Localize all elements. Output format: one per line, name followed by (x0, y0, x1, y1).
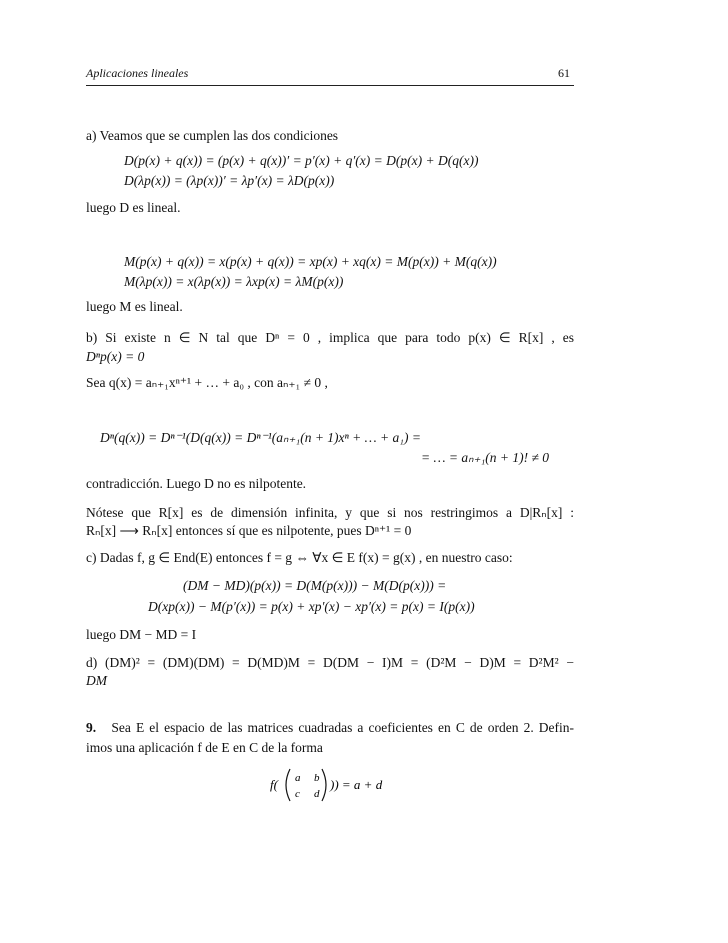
equation-d-homogeneous: D(λp(x)) = (λp(x))′ = λp′(x) = λD(p(x)) (124, 173, 335, 188)
page-number: 61 (558, 66, 570, 80)
equation-d-additive: D(p(x) + q(x)) = (p(x) + q(x))′ = p′(x) + q′(x) = D(p(x) + D(q(x)) (124, 153, 479, 168)
sea-line: Sea q(x) = aₙ₊₁xⁿ⁺¹ + … + a₀ , con aₙ₊₁ ≠ 0 , (86, 375, 328, 390)
part-d-line-2: DM (86, 673, 107, 688)
equation-m-additive: M(p(x) + q(x)) = x(p(x) + q(x)) = xp(x) + xq(x) = M(p(x)) + M(q(x)) (124, 254, 497, 269)
exercise-9-line-1 (86, 720, 574, 736)
exercise-9-line-2: imos una aplicación f de E en C de la forma (86, 740, 323, 755)
equation-c-commutator: (DM − MD)(p(x)) = D(M(p(x))) − M(D(p(x))) = (183, 578, 447, 593)
part-d-line-1: d) (DM)² = (DM)(DM) = D(MD)M = D(DM − I)M = (D²M − D)M = D²M² − (86, 655, 574, 670)
exercise-number: 9. (86, 720, 97, 735)
note-line-1: Nótese que R[x] es de dimensión infinita, y que si nos restringimos a D|Rₙ[x] : (86, 505, 574, 520)
contradiction-line: contradicción. Luego D no es nilpotente. (86, 476, 307, 491)
matrix-entry-c: c (295, 788, 300, 800)
matrix-rhs: )) = a + d (330, 777, 383, 792)
exercise-9-text-1: Sea E el espacio de las matrices cuadradas a coeficientes en C de orden 2. Defin- (111, 720, 575, 735)
matrix-entry-b: b (314, 772, 320, 784)
part-a-d-conclusion: luego D es lineal. (86, 200, 181, 215)
matrix-left-paren (286, 769, 290, 801)
equation-b-result: = … = aₙ₊₁(n + 1)! ≠ 0 (421, 450, 550, 465)
matrix-function-label: f( (270, 777, 278, 792)
matrix-expression (270, 765, 400, 805)
part-a-m-conclusion: luego M es lineal. (86, 299, 183, 314)
matrix-right-paren (322, 769, 326, 801)
part-b-line-2: Dⁿp(x) = 0 (86, 349, 145, 364)
equation-m-homogeneous: M(λp(x)) = x(λp(x)) = λxp(x) = λM(p(x)) (124, 274, 344, 289)
equation-c-result: D(xp(x)) − M(p′(x)) = p(x) + xp′(x) − xp′(x) = p(x) = I(p(x)) (148, 599, 475, 614)
equation-b-derivative: Dⁿ(q(x)) = Dⁿ⁻¹(D(q(x)) = Dⁿ⁻¹(aₙ₊₁(n + 1)xⁿ + … + a₁) = (100, 430, 421, 445)
matrix-entry-d: d (314, 788, 320, 800)
header-rule (86, 85, 574, 86)
part-a-intro: a) Veamos que se cumplen las dos condiciones (86, 128, 339, 143)
part-b-line-1: b) Si existe n ∈ N tal que Dⁿ = 0 , implica que para todo p(x) ∈ R[x] , es (86, 330, 574, 345)
part-c-intro: c) Dadas f, g ∈ End(E) entonces f = g ⇔ ∀x ∈ E f(x) = g(x) , en nuestro caso: (86, 550, 513, 565)
note-line-2: Rₙ[x] ⟶ Rₙ[x] entonces sí que es nilpotente, pues Dⁿ⁺¹ = 0 (86, 523, 412, 538)
running-header-title: Aplicaciones lineales (86, 66, 189, 80)
part-c-conclusion: luego DM − MD = I (86, 627, 197, 642)
matrix-entry-a: a (295, 772, 301, 784)
